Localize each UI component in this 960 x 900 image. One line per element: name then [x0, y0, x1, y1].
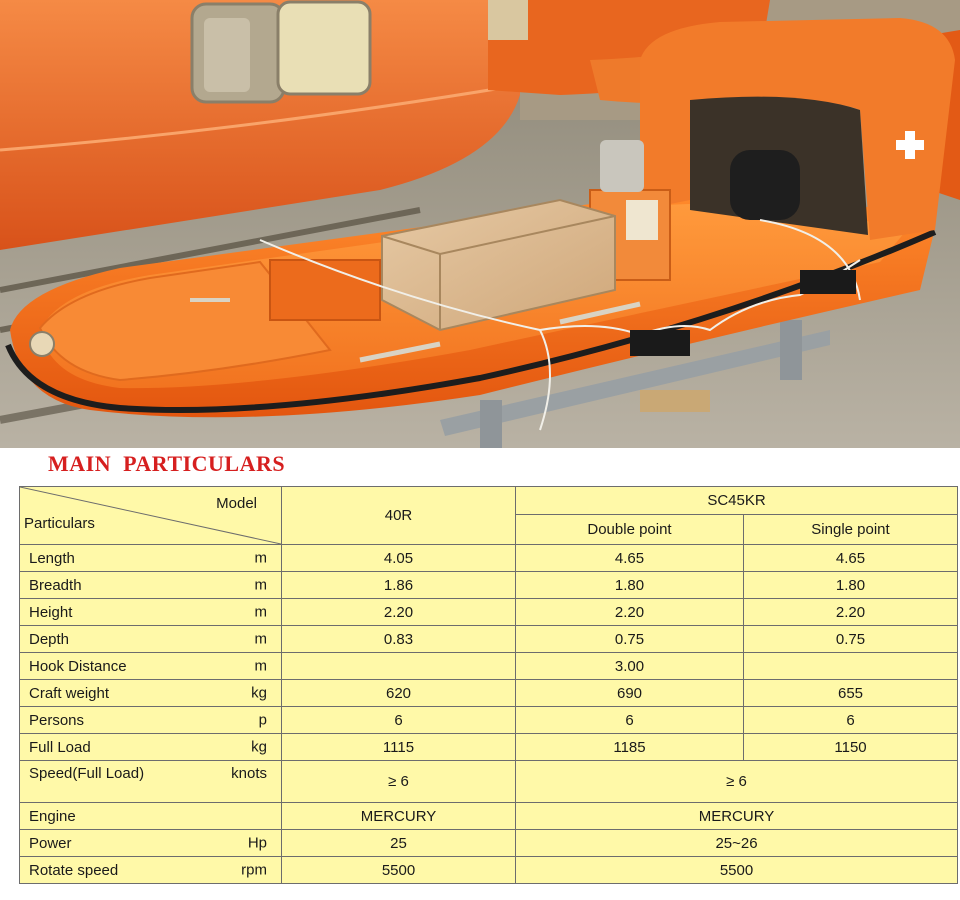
cell-40r: 1.86 [282, 572, 516, 599]
table-row-speed [20, 761, 958, 803]
row-label: Persons p [20, 707, 282, 734]
table-row [20, 734, 958, 761]
table-row [20, 626, 958, 653]
column-header-double-point: Double point [516, 515, 744, 545]
row-unit: m [254, 630, 267, 648]
cell-sc45kr: ≥ 6 [516, 761, 958, 803]
row-label: Rotate speed rpm [20, 857, 282, 884]
table-row [20, 680, 958, 707]
row-label: Depth m [20, 626, 282, 653]
cell-single-point: 655 [744, 680, 958, 707]
cell-double-point: 2.20 [516, 599, 744, 626]
table-row [20, 545, 958, 572]
cell-double-point: 4.65 [516, 545, 744, 572]
row-label: Hook Distance m [20, 653, 282, 680]
row-label: Full Load kg [20, 734, 282, 761]
cell-40r: 2.20 [282, 599, 516, 626]
cell-double-point: 690 [516, 680, 744, 707]
table-row [20, 707, 958, 734]
table-row [20, 572, 958, 599]
table-row [20, 599, 958, 626]
cell-40r [282, 653, 516, 680]
table-row-power [20, 830, 958, 857]
model-label: Model [216, 495, 257, 512]
row-label: Breadth m [20, 572, 282, 599]
row-unit: m [254, 657, 267, 675]
cell-sc45kr: 25~26 [516, 830, 958, 857]
table-row [20, 653, 958, 680]
cell-double-point: 1.80 [516, 572, 744, 599]
column-header-single-point: Single point [744, 515, 958, 545]
cell-single-point: 2.20 [744, 599, 958, 626]
row-unit: m [254, 549, 267, 567]
cell-single-point: 1.80 [744, 572, 958, 599]
cell-single-point: 0.75 [744, 626, 958, 653]
cell-single-point: 6 [744, 707, 958, 734]
cell-40r: 6 [282, 707, 516, 734]
cell-40r: 25 [282, 830, 516, 857]
row-label: Craft weight kg [20, 680, 282, 707]
cell-40r: ≥ 6 [282, 761, 516, 803]
row-label: Speed(Full Load) knots [20, 761, 282, 803]
particulars-label: Particulars [24, 515, 95, 532]
cell-double-point: 3.00 [516, 653, 744, 680]
table-row-engine [20, 803, 958, 830]
row-unit: knots [231, 765, 267, 782]
cell-40r: 5500 [282, 857, 516, 884]
cell-40r: 1115 [282, 734, 516, 761]
cell-single-point [744, 653, 958, 680]
row-unit: p [258, 711, 267, 729]
cell-sc45kr: 5500 [516, 857, 958, 884]
row-unit: m [254, 603, 267, 621]
row-unit: rpm [241, 861, 267, 879]
cell-40r: 620 [282, 680, 516, 707]
cell-single-point: 4.65 [744, 545, 958, 572]
row-label: Length m [20, 545, 282, 572]
row-label: Power Hp [20, 830, 282, 857]
cell-40r: 4.05 [282, 545, 516, 572]
cell-40r: MERCURY [282, 803, 516, 830]
cell-sc45kr: MERCURY [516, 803, 958, 830]
column-header-40r: 40R [282, 487, 516, 545]
row-unit: kg [251, 738, 267, 756]
cell-double-point: 1185 [516, 734, 744, 761]
row-label: Engine [20, 803, 282, 830]
main-particulars-heading: MAIN PARTICULARS [48, 451, 286, 476]
row-label: Height m [20, 599, 282, 626]
row-unit: m [254, 576, 267, 594]
specifications-table [19, 486, 958, 884]
table-row-rotate-speed [20, 857, 958, 884]
cell-single-point: 1150 [744, 734, 958, 761]
row-unit: kg [251, 684, 267, 702]
cell-double-point: 0.75 [516, 626, 744, 653]
cell-40r: 0.83 [282, 626, 516, 653]
rescue-boat-photo [0, 0, 960, 448]
row-unit: Hp [247, 834, 267, 852]
table-corner-header [20, 487, 282, 545]
column-header-sc45kr: SC45KR [516, 487, 958, 515]
cell-double-point: 6 [516, 707, 744, 734]
